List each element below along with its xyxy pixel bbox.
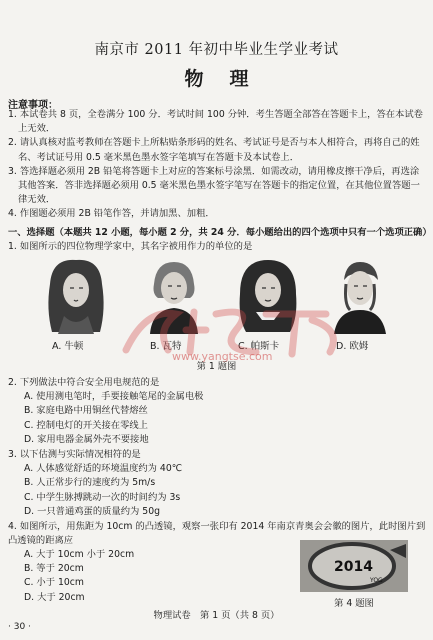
lens-photo — [300, 540, 408, 592]
option-a-label: A. 牛顿 — [52, 341, 84, 352]
notice-item: 4. 作图题必须用 2B 铅笔作答，并请加黑、加粗． — [8, 208, 215, 220]
option: A. 大于 10cm 小于 20cm — [24, 549, 135, 560]
subject-title: 物理 — [184, 68, 275, 90]
notice-heading: 注意事项： — [8, 100, 58, 111]
question-4-stem: 4. 如图所示，用焦距为 10cm 的凸透镜，观察一张印有 2014 年南京青奥会会徽的图片，此时图片到凸透镜的距离应 — [8, 521, 426, 547]
question-3 — [8, 448, 308, 519]
notice-item: 2. 请认真核对监考教师在答题卡上所粘贴条形码的姓名、考试证号是否与本人相符合，再将自己的姓名、考试证号用 0.5 毫米黑色墨水签字笔填写在答题卡及本试卷上． — [8, 137, 420, 163]
notice-item: 1. 本试卷共 8 页，全卷满分 100 分．考试时间 100 分钟．考生答题全部答在答题卡上，答在本试卷上无效． — [8, 109, 423, 135]
option: B. 家庭电路中用铜丝代替熔丝 — [24, 405, 148, 417]
option: B. 等于 20cm — [24, 563, 84, 575]
option: D. 家用电器金属外壳不要接地 — [24, 433, 149, 445]
page-number: · 30 · — [8, 622, 31, 632]
option-d-label: D. 欧姆 — [336, 341, 369, 352]
option: C. 中学生脉搏跳动一次的时间约为 3s — [24, 491, 181, 503]
figure-1-caption: 第 1 题图 — [196, 361, 237, 372]
question-4-options — [8, 548, 308, 605]
option: A. 人体感觉舒适的环境温度约为 40℃ — [24, 463, 183, 475]
figure-4-caption: 第 4 题图 — [334, 598, 374, 609]
newton-portrait — [42, 254, 110, 334]
watermark-url: www.yangtse.com — [172, 350, 273, 363]
option: B. 人正常步行的速度约为 5m/s — [24, 477, 156, 489]
option: D. 一只普通鸡蛋的质量约为 50g — [24, 505, 161, 517]
question-1-stem: 1. 如图所示的四位物理学家中，其名字被用作力的单位的是 — [8, 241, 253, 252]
option: C. 小于 10cm — [24, 577, 84, 589]
option: A. 使用测电笔时，手要接触笔尾的金属电极 — [24, 391, 204, 403]
lens-logo-text: 2014 — [334, 559, 373, 575]
question-3-stem: 3. 以下估测与实际情况相符的是 — [8, 449, 141, 460]
lens-logo-sub: YOG — [370, 577, 383, 584]
section-heading: 一、选择题（本题共 12 小题，每小题 2 分，共 24 分．每小题给出的四个选项中只有一个选项正确） — [8, 227, 432, 238]
page-footer: 物理试卷 第 1 页（共 8 页） — [153, 610, 280, 621]
notice-list — [8, 108, 428, 222]
option-c-label: C. 帕斯卡 — [238, 341, 280, 352]
option-b-label: B. 瓦特 — [150, 341, 182, 352]
option: D. 大于 20cm — [24, 591, 85, 603]
exam-title: 南京市 2011 年初中毕业生学业考试 — [94, 42, 339, 58]
question-2-stem: 2. 下列做法中符合安全用电规范的是 — [8, 377, 160, 388]
question-2 — [8, 376, 308, 447]
notice-item: 3. 答选择题必须用 2B 铅笔将答题卡上对应的答案标号涂黑．如需改动，请用橡皮擦干净后，再选涂其他答案．答非选择题必须用 0.5 毫米黑色墨水签字笔写在答题卡的指定位置，在其他位置答题一律无效． — [8, 165, 420, 206]
option: C. 控制电灯的开关接在零线上 — [24, 419, 148, 431]
